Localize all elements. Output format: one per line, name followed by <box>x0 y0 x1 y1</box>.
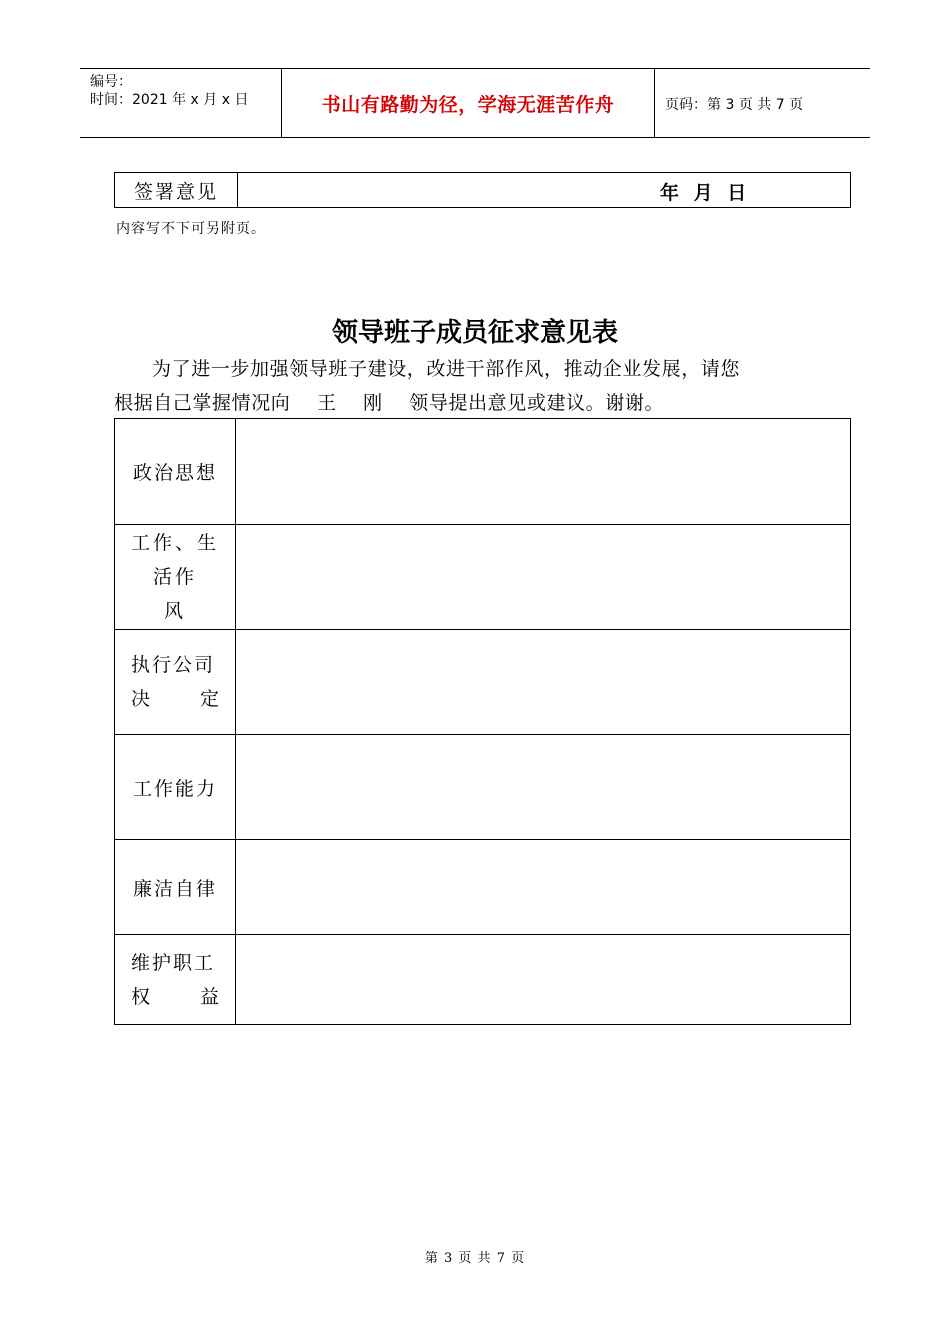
signature-date: 年 月 日 <box>660 182 751 204</box>
header-page-info: 页码：第 3 页 共 7 页 <box>665 97 804 113</box>
row-label-text: 定 <box>199 688 219 710</box>
row-label-text: 维护职工 <box>131 951 216 974</box>
header-meta <box>90 73 248 109</box>
row-label-text: 执行公司 <box>131 654 216 676</box>
row-label-integrity <box>115 840 236 935</box>
note-text: 内容写不下可另附页。 <box>116 221 266 237</box>
row-label-text: 益 <box>199 985 219 1008</box>
row-label-execution <box>115 630 236 735</box>
opinion-field-execution[interactable] <box>236 630 851 735</box>
page-header <box>80 68 870 138</box>
intro-line-2: 根据自己掌握情况向 王 刚 领导提出意见或建议。谢谢。 <box>114 392 665 414</box>
row-label-text: 工作能力 <box>132 777 217 800</box>
row-label-text: 风 <box>163 600 186 622</box>
opinion-field-work-style[interactable] <box>236 525 851 630</box>
form-title: 领导班子成员征求意见表 <box>331 318 618 348</box>
row-label-political <box>115 419 236 525</box>
table-row <box>115 630 851 735</box>
row-label-work-style <box>115 525 236 630</box>
intro-line-1: 为了进一步加强领导班子建设，改进干部作风，推动企业发展，请您 <box>152 358 741 380</box>
opinion-field-political[interactable] <box>236 419 851 525</box>
row-label-text: 廉洁自律 <box>132 877 217 900</box>
table-row <box>115 735 851 840</box>
header-motto: 书山有路勤为径，学海无涯苦作舟 <box>321 93 615 116</box>
table-row <box>115 419 851 525</box>
opinion-field-ability[interactable] <box>236 735 851 840</box>
opinion-field-integrity[interactable] <box>236 840 851 935</box>
row-label-employee-rights <box>115 935 236 1025</box>
row-label-text: 工作、生 <box>130 532 219 554</box>
doc-code-label: 编号： <box>90 74 132 90</box>
table-row <box>115 525 851 630</box>
row-label-text: 权 <box>131 985 151 1008</box>
form-intro <box>114 352 850 420</box>
table-row <box>115 840 851 935</box>
header-divider <box>654 69 655 137</box>
opinion-table <box>114 418 851 1025</box>
doc-time-label: 时间：2021 年 x 月 x 日 <box>90 92 249 108</box>
row-label-ability <box>115 735 236 840</box>
row-label-text: 政治思想 <box>132 462 217 484</box>
signature-field[interactable] <box>238 173 851 208</box>
row-label-spread <box>115 980 235 1014</box>
signature-table <box>114 172 851 208</box>
signature-label: 签署意见 <box>115 173 238 208</box>
page-footer: 第 3 页 共 7 页 <box>424 1251 526 1266</box>
table-row <box>115 935 851 1025</box>
row-label-text: 活作 <box>152 566 197 588</box>
row-label-text: 决 <box>131 688 151 710</box>
row-label-spread <box>115 682 235 716</box>
opinion-field-employee-rights[interactable] <box>236 935 851 1025</box>
